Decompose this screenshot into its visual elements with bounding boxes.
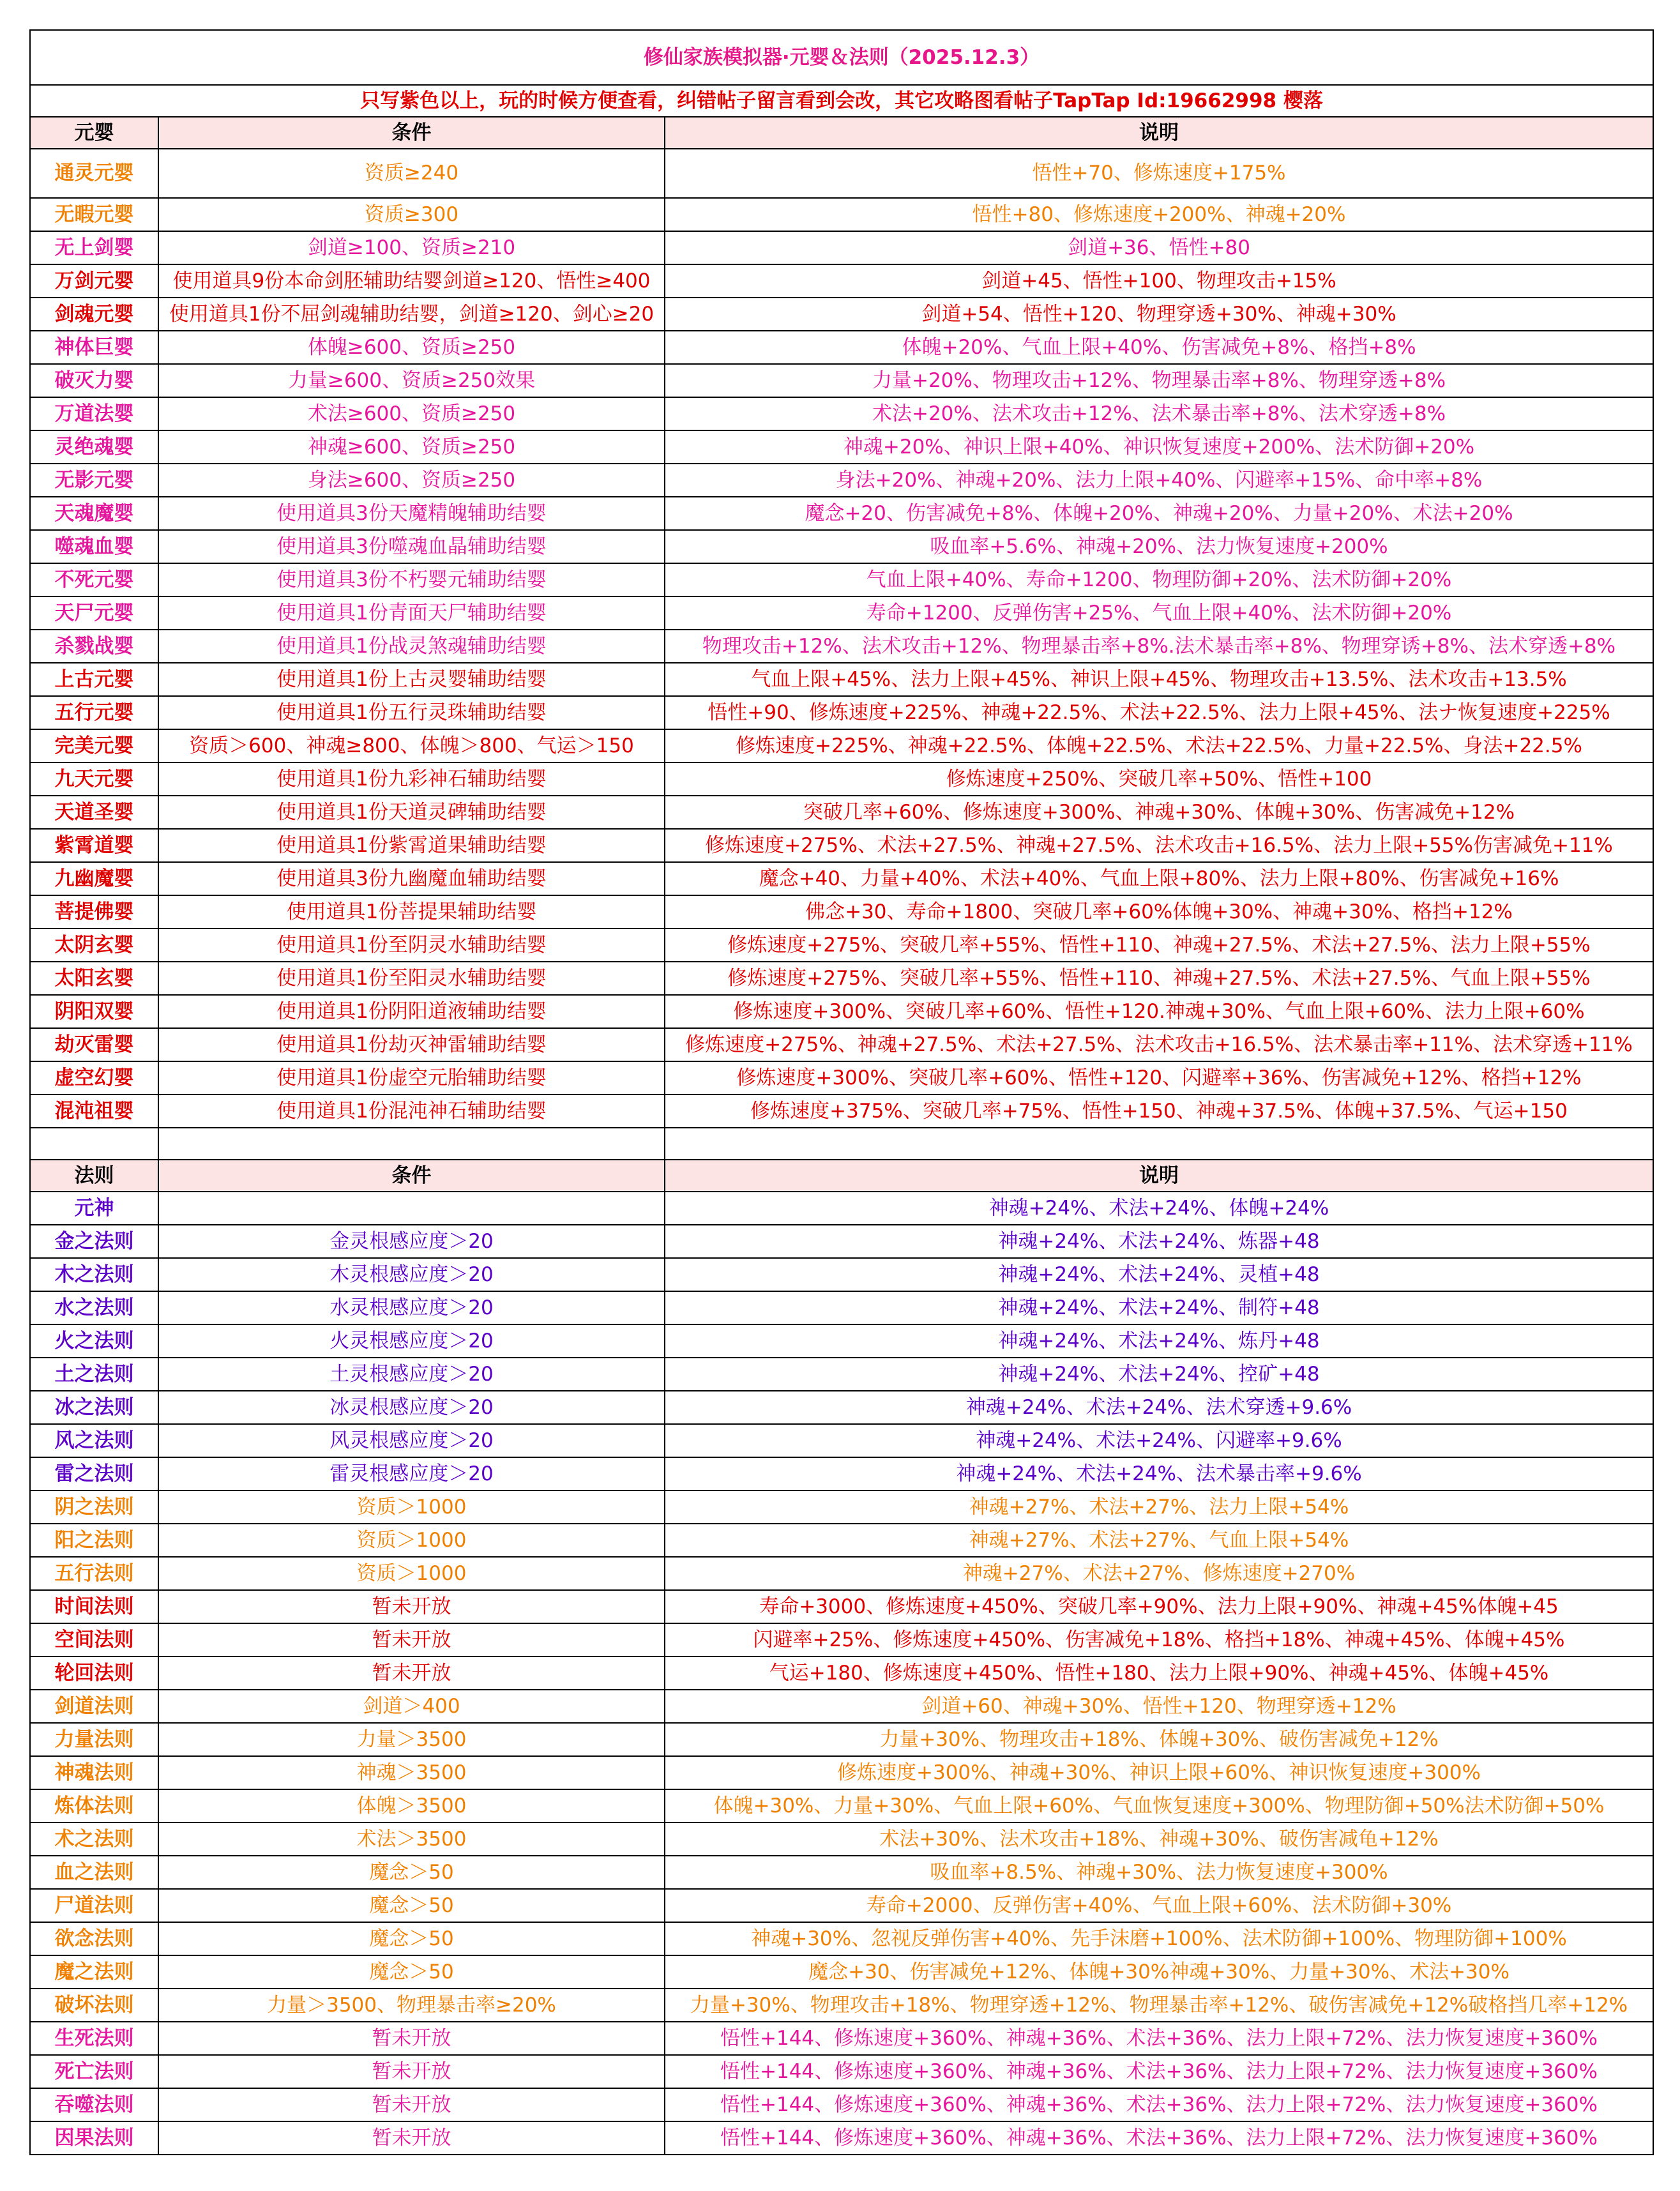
faze-name-cell: 尸道法则	[30, 1889, 158, 1922]
faze-cond-cell: 神魂＞3500	[158, 1756, 665, 1789]
yuanying-name-cell: 五行元婴	[30, 696, 158, 729]
yuanying-name-cell: 天魂魔婴	[30, 497, 158, 530]
yuanying-row	[30, 1061, 1653, 1095]
yuanying-desc-cell: 术法+20%、法术攻击+12%、法术暴击率+8%、法术穿透+8%	[665, 397, 1653, 430]
yuanying-cond-cell: 使用道具9份本命剑胚辅助结婴剑道≥120、悟性≥400	[158, 264, 665, 298]
yuanying-desc-cell: 气血上限+45%、法力上限+45%、神识上限+45%、物理攻击+13.5%、法术攻击+13.5%	[665, 663, 1653, 696]
yuanying-row	[30, 497, 1653, 530]
faze-name-cell: 生死法则	[30, 2022, 158, 2055]
yuanying-name-cell: 无上剑婴	[30, 231, 158, 264]
yuanying-name-cell: 完美元婴	[30, 729, 158, 762]
yuanying-cond-cell: 使用道具1份青面天尸辅助结婴	[158, 596, 665, 630]
yuanying-desc-cell: 神魂+20%、神识上限+40%、神识恢复速度+200%、法术防御+20%	[665, 430, 1653, 464]
faze-header-name: 法则	[30, 1160, 158, 1192]
yuanying-name-cell: 天道圣婴	[30, 796, 158, 829]
yuanying-row	[30, 630, 1653, 663]
yuanying-desc-cell: 修炼速度+275%、术法+27.5%、神魂+27.5%、法术攻击+16.5%、法力上限+55%伤害减免+11%	[665, 829, 1653, 862]
yuanying-name-cell: 灵绝魂婴	[30, 430, 158, 464]
faze-desc-cell: 修炼速度+300%、神魂+30%、神识上限+60%、神识恢复速度+300%	[665, 1756, 1653, 1789]
faze-name-cell: 轮回法则	[30, 1657, 158, 1690]
faze-desc-cell: 神魂+24%、术法+24%、炼丹+48	[665, 1324, 1653, 1358]
yuanying-cond-cell: 资质≥240	[158, 149, 665, 198]
yuanying-name-cell: 太阴玄婴	[30, 929, 158, 962]
faze-desc-cell: 神魂+24%、术法+24%、控矿+48	[665, 1358, 1653, 1391]
faze-cond-cell: 体魄＞3500	[158, 1789, 665, 1823]
yuanying-name-cell: 万剑元婴	[30, 264, 158, 298]
yuanying-name-cell: 通灵元婴	[30, 149, 158, 198]
yuanying-row	[30, 596, 1653, 630]
faze-row	[30, 1490, 1653, 1524]
yuanying-header-name: 元婴	[30, 117, 158, 149]
yuanying-cond-cell: 使用道具3份不朽婴元辅助结婴	[158, 563, 665, 596]
yuanying-desc-cell: 魔念+40、力量+40%、术法+40%、气血上限+80%、法力上限+80%、伤害减免+16%	[665, 862, 1653, 895]
faze-name-cell: 空间法则	[30, 1623, 158, 1657]
yuanying-cond-cell: 使用道具1份至阴灵水辅助结婴	[158, 929, 665, 962]
faze-cond-cell: 魔念＞50	[158, 1922, 665, 1955]
faze-row	[30, 1524, 1653, 1557]
yuanying-cond-cell: 使用道具1份阴阳道液辅助结婴	[158, 995, 665, 1028]
faze-cond-cell: 资质＞1000	[158, 1490, 665, 1524]
yuanying-desc-cell: 悟性+70、修炼速度+175%	[665, 149, 1653, 198]
yuanying-name-cell: 九幽魔婴	[30, 862, 158, 895]
page-subtitle: 只写紫色以上，玩的时候方便查看，纠错帖子留言看到会改，其它攻略图看帖子TapTap Id:19662998 樱落	[30, 85, 1653, 117]
yuanying-name-cell: 剑魂元婴	[30, 298, 158, 331]
yuanying-cond-cell: 神魂≥600、资质≥250	[158, 430, 665, 464]
faze-row	[30, 1789, 1653, 1823]
faze-cond-cell: 暂未开放	[158, 2121, 665, 2155]
yuanying-desc-cell: 剑道+54、悟性+120、物理穿透+30%、神魂+30%	[665, 298, 1653, 331]
yuanying-row	[30, 149, 1653, 198]
faze-cond-cell: 冰灵根感应度＞20	[158, 1391, 665, 1424]
yuanying-name-cell: 杀戮战婴	[30, 630, 158, 663]
faze-name-cell: 时间法则	[30, 1590, 158, 1623]
faze-desc-cell: 神魂+24%、术法+24%、灵植+48	[665, 1258, 1653, 1291]
faze-row	[30, 1391, 1653, 1424]
faze-cond-cell: 暂未开放	[158, 1590, 665, 1623]
faze-name-cell: 术之法则	[30, 1823, 158, 1856]
yuanying-row	[30, 729, 1653, 762]
faze-desc-cell: 术法+30%、法术攻击+18%、神魂+30%、破伤害减龟+12%	[665, 1823, 1653, 1856]
faze-row	[30, 1225, 1653, 1258]
faze-row	[30, 1856, 1653, 1889]
faze-row	[30, 1889, 1653, 1922]
faze-row	[30, 2121, 1653, 2155]
faze-desc-cell: 悟性+144、修炼速度+360%、神魂+36%、术法+36%、法力上限+72%、法力恢复速度+360%	[665, 2088, 1653, 2121]
faze-row	[30, 1823, 1653, 1856]
faze-desc-cell: 寿命+3000、修炼速度+450%、突破几率+90%、法力上限+90%、神魂+45%体魄+45	[665, 1590, 1653, 1623]
faze-desc-cell: 神魂+27%、术法+27%、修炼速度+270%	[665, 1557, 1653, 1590]
yuanying-name-cell: 神体巨婴	[30, 331, 158, 364]
faze-row	[30, 1690, 1653, 1723]
yuanying-cond-cell: 使用道具1份九彩神石辅助结婴	[158, 762, 665, 796]
faze-row	[30, 1723, 1653, 1756]
yuanying-row	[30, 231, 1653, 264]
faze-name-cell: 吞噬法则	[30, 2088, 158, 2121]
faze-header-cond: 条件	[158, 1160, 665, 1192]
faze-name-cell: 神魂法则	[30, 1756, 158, 1789]
faze-name-cell: 阳之法则	[30, 1524, 158, 1557]
faze-cond-cell: 魔念＞50	[158, 1955, 665, 1989]
faze-name-cell: 元神	[30, 1192, 158, 1225]
faze-desc-cell: 气运+180、修炼速度+450%、悟性+180、法力上限+90%、神魂+45%、体魄+45%	[665, 1657, 1653, 1690]
faze-name-cell: 木之法则	[30, 1258, 158, 1291]
faze-desc-cell: 力量+30%、物理攻击+18%、体魄+30%、破伤害减免+12%	[665, 1723, 1653, 1756]
yuanying-header-row	[30, 117, 1653, 149]
guide-table	[29, 29, 1654, 2155]
yuanying-name-cell: 紫霄道婴	[30, 829, 158, 862]
faze-desc-cell: 悟性+144、修炼速度+360%、神魂+36%、术法+36%、法力上限+72%、法力恢复速度+360%	[665, 2121, 1653, 2155]
faze-desc-cell: 神魂+30%、忽视反弹伤害+40%、先手沫磨+100%、法术防御+100%、物理防御+100%	[665, 1922, 1653, 1955]
yuanying-row	[30, 298, 1653, 331]
yuanying-header-desc: 说明	[665, 117, 1653, 149]
yuanying-cond-cell: 体魄≥600、资质≥250	[158, 331, 665, 364]
faze-desc-cell: 悟性+144、修炼速度+360%、神魂+36%、术法+36%、法力上限+72%、法力恢复速度+360%	[665, 2055, 1653, 2088]
yuanying-desc-cell: 力量+20%、物理攻击+12%、物理暴击率+8%、物理穿透+8%	[665, 364, 1653, 397]
faze-name-cell: 风之法则	[30, 1424, 158, 1457]
yuanying-cond-cell: 使用道具1份至阳灵水辅助结婴	[158, 962, 665, 995]
yuanying-row	[30, 696, 1653, 729]
faze-desc-cell: 神魂+24%、术法+24%、法术穿透+9.6%	[665, 1391, 1653, 1424]
yuanying-row	[30, 530, 1653, 563]
faze-cond-cell: 资质＞1000	[158, 1557, 665, 1590]
yuanying-row	[30, 895, 1653, 929]
faze-desc-cell: 闪避率+25%、修炼速度+450%、伤害减免+18%、格挡+18%、神魂+45%、体魄+45%	[665, 1623, 1653, 1657]
yuanying-desc-cell: 魔念+20、伤害减免+8%、体魄+20%、神魂+20%、力量+20%、术法+20%	[665, 497, 1653, 530]
faze-row	[30, 2022, 1653, 2055]
yuanying-row	[30, 430, 1653, 464]
yuanying-name-cell: 九天元婴	[30, 762, 158, 796]
faze-cond-cell: 暂未开放	[158, 1623, 665, 1657]
faze-cond-cell: 魔念＞50	[158, 1856, 665, 1889]
yuanying-name-cell: 万道法婴	[30, 397, 158, 430]
yuanying-row	[30, 995, 1653, 1028]
faze-cond-cell: 魔念＞50	[158, 1889, 665, 1922]
faze-desc-cell: 体魄+30%、力量+30%、气血上限+60%、气血恢复速度+300%、物理防御+50%法术防御+50%	[665, 1789, 1653, 1823]
faze-desc-cell: 神魂+27%、术法+27%、气血上限+54%	[665, 1524, 1653, 1557]
faze-cond-cell: 雷灵根感应度＞20	[158, 1457, 665, 1490]
yuanying-desc-cell: 修炼速度+300%、突破几率+60%、悟性+120.神魂+30%、气血上限+60%、法力上限+60%	[665, 995, 1653, 1028]
yuanying-name-cell: 破灭力婴	[30, 364, 158, 397]
faze-row	[30, 1657, 1653, 1690]
yuanying-desc-cell: 修炼速度+225%、神魂+22.5%、体魄+22.5%、术法+22.5%、力量+22.5%、身法+22.5%	[665, 729, 1653, 762]
yuanying-desc-cell: 突破几率+60%、修炼速度+300%、神魂+30%、体魄+30%、伤害减免+12%	[665, 796, 1653, 829]
faze-cond-cell: 土灵根感应度＞20	[158, 1358, 665, 1391]
section-spacer-row	[30, 1128, 1653, 1160]
yuanying-cond-cell: 使用道具1份天道灵碑辅助结婴	[158, 796, 665, 829]
faze-row	[30, 1258, 1653, 1291]
faze-desc-cell: 寿命+2000、反弹伤害+40%、气血上限+60%、法术防御+30%	[665, 1889, 1653, 1922]
faze-row	[30, 1324, 1653, 1358]
faze-name-cell: 五行法则	[30, 1557, 158, 1590]
faze-name-cell: 冰之法则	[30, 1391, 158, 1424]
yuanying-name-cell: 混沌祖婴	[30, 1095, 158, 1128]
faze-cond-cell: 力量＞3500、物理暴击率≥20%	[158, 1989, 665, 2022]
faze-row	[30, 1756, 1653, 1789]
yuanying-row	[30, 397, 1653, 430]
faze-row	[30, 1922, 1653, 1955]
faze-desc-cell: 力量+30%、物理攻击+18%、物理穿透+12%、物理暴击率+12%、破伤害减免+12%破格挡几率+12%	[665, 1989, 1653, 2022]
yuanying-row	[30, 198, 1653, 231]
yuanying-row	[30, 1095, 1653, 1128]
yuanying-name-cell: 噬魂血婴	[30, 530, 158, 563]
yuanying-desc-cell: 寿命+1200、反弹伤害+25%、气血上限+40%、法术防御+20%	[665, 596, 1653, 630]
faze-desc-cell: 神魂+24%、术法+24%、法术暴击率+9.6%	[665, 1457, 1653, 1490]
yuanying-desc-cell: 物理攻击+12%、法术攻击+12%、物理暴击率+8%.法术暴击率+8%、物理穿诱+8%、法术穿透+8%	[665, 630, 1653, 663]
faze-name-cell: 破坏法则	[30, 1989, 158, 2022]
yuanying-desc-cell: 修炼速度+275%、突破几率+55%、悟性+110、神魂+27.5%、术法+27.5%、气血上限+55%	[665, 962, 1653, 995]
faze-name-cell: 死亡法则	[30, 2055, 158, 2088]
subtitle-row	[30, 85, 1653, 117]
yuanying-cond-cell: 使用道具3份噬魂血晶辅助结婴	[158, 530, 665, 563]
faze-row	[30, 2055, 1653, 2088]
faze-row	[30, 2088, 1653, 2121]
faze-cond-cell: 金灵根感应度＞20	[158, 1225, 665, 1258]
yuanying-cond-cell: 资质＞600、神魂≥800、体魄＞800、气运＞150	[158, 729, 665, 762]
yuanying-cond-cell: 力量≥600、资质≥250效果	[158, 364, 665, 397]
yuanying-row	[30, 264, 1653, 298]
faze-desc-cell: 神魂+27%、术法+27%、法力上限+54%	[665, 1490, 1653, 1524]
faze-row	[30, 1623, 1653, 1657]
yuanying-row	[30, 829, 1653, 862]
yuanying-name-cell: 菩提佛婴	[30, 895, 158, 929]
faze-row	[30, 1955, 1653, 1989]
faze-row	[30, 1457, 1653, 1490]
yuanying-desc-cell: 修炼速度+375%、突破几率+75%、悟性+150、神魂+37.5%、体魄+37.5%、气运+150	[665, 1095, 1653, 1128]
faze-cond-cell: 火灵根感应度＞20	[158, 1324, 665, 1358]
yuanying-name-cell: 太阳玄婴	[30, 962, 158, 995]
faze-row	[30, 1358, 1653, 1391]
faze-cond-cell	[158, 1192, 665, 1225]
yuanying-row	[30, 796, 1653, 829]
yuanying-row	[30, 331, 1653, 364]
yuanying-desc-cell: 剑道+45、悟性+100、物理攻击+15%	[665, 264, 1653, 298]
faze-row	[30, 1989, 1653, 2022]
yuanying-desc-cell: 悟性+90、修炼速度+225%、神魂+22.5%、术法+22.5%、法力上限+45%、法ナ恢复速度+225%	[665, 696, 1653, 729]
yuanying-cond-cell: 使用道具1份混沌神石辅助结婴	[158, 1095, 665, 1128]
faze-desc-cell: 神魂+24%、术法+24%、闪避率+9.6%	[665, 1424, 1653, 1457]
faze-desc-cell: 魔念+30、伤害减免+12%、体魄+30%神魂+30%、力量+30%、术法+30%	[665, 1955, 1653, 1989]
yuanying-cond-cell: 身法≥600、资质≥250	[158, 464, 665, 497]
yuanying-desc-cell: 气血上限+40%、寿命+1200、物理防御+20%、法术防御+20%	[665, 563, 1653, 596]
faze-name-cell: 土之法则	[30, 1358, 158, 1391]
faze-name-cell: 水之法则	[30, 1291, 158, 1324]
yuanying-cond-cell: 术法≥600、资质≥250	[158, 397, 665, 430]
yuanying-name-cell: 上古元婴	[30, 663, 158, 696]
yuanying-row	[30, 962, 1653, 995]
yuanying-name-cell: 劫灭雷婴	[30, 1028, 158, 1061]
faze-cond-cell: 暂未开放	[158, 2055, 665, 2088]
faze-cond-cell: 术法＞3500	[158, 1823, 665, 1856]
faze-name-cell: 力量法则	[30, 1723, 158, 1756]
faze-row	[30, 1192, 1653, 1225]
yuanying-row	[30, 663, 1653, 696]
yuanying-name-cell: 无暇元婴	[30, 198, 158, 231]
faze-row	[30, 1424, 1653, 1457]
yuanying-name-cell: 天尸元婴	[30, 596, 158, 630]
faze-cond-cell: 风灵根感应度＞20	[158, 1424, 665, 1457]
faze-desc-cell: 神魂+24%、术法+24%、制符+48	[665, 1291, 1653, 1324]
yuanying-row	[30, 563, 1653, 596]
faze-name-cell: 血之法则	[30, 1856, 158, 1889]
yuanying-row	[30, 364, 1653, 397]
yuanying-desc-cell: 身法+20%、神魂+20%、法力上限+40%、闪避率+15%、命中率+8%	[665, 464, 1653, 497]
yuanying-cond-cell: 使用道具1份不屈剑魂辅助结婴，剑道≥120、剑心≥20	[158, 298, 665, 331]
faze-name-cell: 剑道法则	[30, 1690, 158, 1723]
yuanying-row	[30, 464, 1653, 497]
yuanying-desc-cell: 修炼速度+300%、突破几率+60%、悟性+120、闪避率+36%、伤害减免+12%、格挡+12%	[665, 1061, 1653, 1095]
yuanying-desc-cell: 修炼速度+275%、神魂+27.5%、术法+27.5%、法术攻击+16.5%、法术暴击率+11%、法术穿透+11%	[665, 1028, 1653, 1061]
yuanying-cond-cell: 使用道具1份虚空元胎辅助结婴	[158, 1061, 665, 1095]
faze-cond-cell: 水灵根感应度＞20	[158, 1291, 665, 1324]
faze-cond-cell: 暂未开放	[158, 1657, 665, 1690]
yuanying-desc-cell: 体魄+20%、气血上限+40%、伤害减免+8%、格挡+8%	[665, 331, 1653, 364]
yuanying-cond-cell: 使用道具1份上古灵婴辅助结婴	[158, 663, 665, 696]
faze-row	[30, 1291, 1653, 1324]
yuanying-cond-cell: 剑道≥100、资质≥210	[158, 231, 665, 264]
faze-name-cell: 魔之法则	[30, 1955, 158, 1989]
yuanying-name-cell: 阴阳双婴	[30, 995, 158, 1028]
yuanying-name-cell: 虚空幻婴	[30, 1061, 158, 1095]
faze-desc-cell: 神魂+24%、术法+24%、炼器+48	[665, 1225, 1653, 1258]
faze-name-cell: 火之法则	[30, 1324, 158, 1358]
yuanying-row	[30, 929, 1653, 962]
yuanying-cond-cell: 使用道具1份紫霄道果辅助结婴	[158, 829, 665, 862]
title-row	[30, 30, 1653, 85]
yuanying-row	[30, 862, 1653, 895]
yuanying-cond-cell: 资质≥300	[158, 198, 665, 231]
yuanying-cond-cell: 使用道具1份战灵煞魂辅助结婴	[158, 630, 665, 663]
faze-row	[30, 1557, 1653, 1590]
faze-name-cell: 雷之法则	[30, 1457, 158, 1490]
faze-cond-cell: 资质＞1000	[158, 1524, 665, 1557]
yuanying-row	[30, 1028, 1653, 1061]
yuanying-desc-cell: 剑道+36、悟性+80	[665, 231, 1653, 264]
faze-cond-cell: 暂未开放	[158, 2088, 665, 2121]
page-title: 修仙家族模拟器·元婴＆法则（2025.12.3）	[30, 30, 1653, 85]
faze-cond-cell: 木灵根感应度＞20	[158, 1258, 665, 1291]
yuanying-row	[30, 762, 1653, 796]
faze-name-cell: 欲念法则	[30, 1922, 158, 1955]
yuanying-cond-cell: 使用道具1份劫灭神雷辅助结婴	[158, 1028, 665, 1061]
faze-cond-cell: 剑道＞400	[158, 1690, 665, 1723]
faze-row	[30, 1590, 1653, 1623]
yuanying-desc-cell: 佛念+30、寿命+1800、突破几率+60%体魄+30%、神魂+30%、格挡+12%	[665, 895, 1653, 929]
faze-name-cell: 因果法则	[30, 2121, 158, 2155]
faze-header-desc: 说明	[665, 1160, 1653, 1192]
faze-cond-cell: 暂未开放	[158, 2022, 665, 2055]
yuanying-cond-cell: 使用道具1份菩提果辅助结婴	[158, 895, 665, 929]
yuanying-name-cell: 不死元婴	[30, 563, 158, 596]
yuanying-cond-cell: 使用道具1份五行灵珠辅助结婴	[158, 696, 665, 729]
faze-header-row	[30, 1160, 1653, 1192]
faze-name-cell: 炼体法则	[30, 1789, 158, 1823]
faze-desc-cell: 剑道+60、神魂+30%、悟性+120、物理穿透+12%	[665, 1690, 1653, 1723]
faze-desc-cell: 吸血率+8.5%、神魂+30%、法力恢复速度+300%	[665, 1856, 1653, 1889]
faze-name-cell: 金之法则	[30, 1225, 158, 1258]
yuanying-cond-cell: 使用道具3份九幽魔血辅助结婴	[158, 862, 665, 895]
yuanying-header-cond: 条件	[158, 117, 665, 149]
yuanying-desc-cell: 修炼速度+250%、突破几率+50%、悟性+100	[665, 762, 1653, 796]
faze-desc-cell: 悟性+144、修炼速度+360%、神魂+36%、术法+36%、法力上限+72%、法力恢复速度+360%	[665, 2022, 1653, 2055]
yuanying-cond-cell: 使用道具3份天魔精魄辅助结婴	[158, 497, 665, 530]
faze-name-cell: 阴之法则	[30, 1490, 158, 1524]
faze-cond-cell: 力量＞3500	[158, 1723, 665, 1756]
yuanying-desc-cell: 悟性+80、修炼速度+200%、神魂+20%	[665, 198, 1653, 231]
faze-desc-cell: 神魂+24%、术法+24%、体魄+24%	[665, 1192, 1653, 1225]
yuanying-desc-cell: 修炼速度+275%、突破几率+55%、悟性+110、神魂+27.5%、术法+27.5%、法力上限+55%	[665, 929, 1653, 962]
yuanying-desc-cell: 吸血率+5.6%、神魂+20%、法力恢复速度+200%	[665, 530, 1653, 563]
yuanying-name-cell: 无影元婴	[30, 464, 158, 497]
